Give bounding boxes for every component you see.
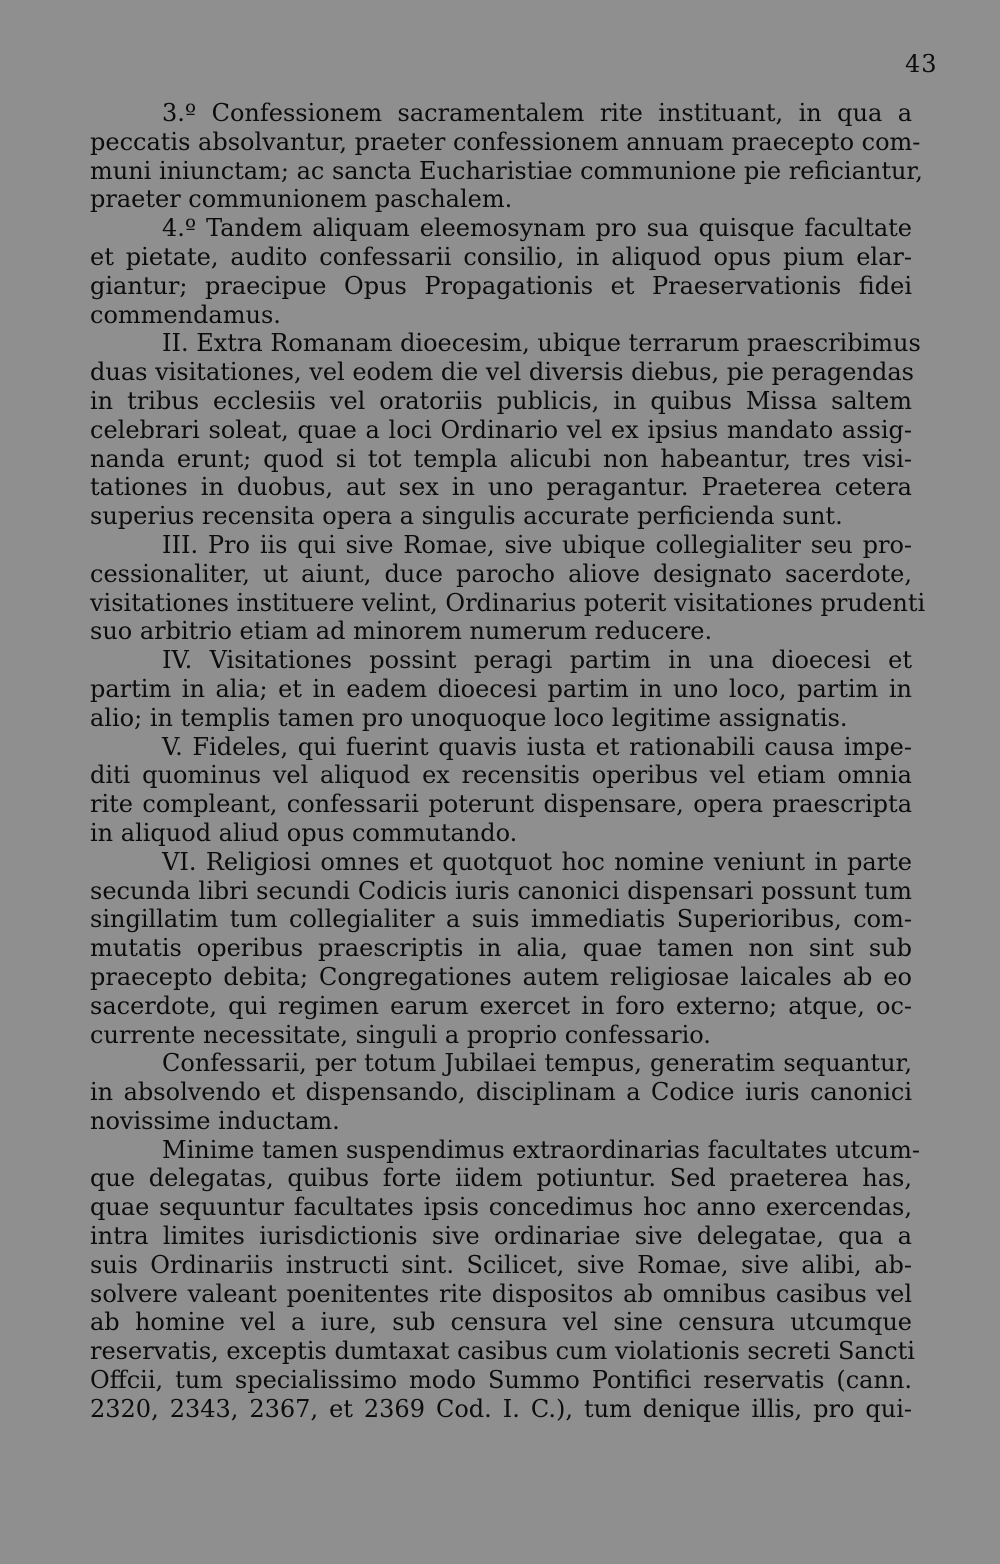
text-line: partim in alia; et in eadem dioecesi partim in uno loco, partim in (90, 674, 912, 703)
text-line: quae sequuntur facultates ipsis concedimus hoc anno exercendas, (90, 1193, 912, 1222)
text-line: diti quominus vel aliquod ex recensitis operibus vel etiam omnia (90, 761, 912, 790)
text-line: Confessarii, per totum Jubilaei tempus, generatim sequantur, (162, 1049, 912, 1078)
text-line: in tribus ecclesiis vel oratoriis publicis, in quibus Missa saltem (90, 386, 912, 415)
text-line: 3.º Confessionem sacramentalem rite instituant, in qua a (162, 99, 912, 127)
text-line: intra limites iurisdictionis sive ordinariae sive delegatae, qua a (90, 1222, 912, 1251)
text-line: currente necessitate, singuli a proprio confessario. (90, 1020, 711, 1049)
text-line: praeter communionem paschalem. (90, 185, 513, 214)
text-line: secunda libri secundi Codicis iuris canonici dispensari possunt tum (90, 876, 912, 905)
text-line: in absolvendo et dispensando, disciplinam a Codice iuris canonici (90, 1078, 912, 1107)
text-line: commendamus. (90, 300, 281, 329)
text-line: III. Pro iis qui sive Romae, sive ubique collegialiter seu pro- (162, 530, 912, 559)
text-line: sacerdote, qui regimen earum exercet in foro externo; atque, oc- (90, 991, 912, 1020)
text-line: rite compleant, confessarii poterunt dispensare, opera praescripta (90, 790, 912, 819)
text-line: singillatim tum collegialiter a suis immediatis Superioribus, com- (90, 905, 912, 934)
text-line: 4.º Tandem aliquam eleemosynam pro sua quisque facultate (162, 214, 912, 243)
text-line: duas visitationes, vel eodem die vel diversis diebus, pie peragendas (90, 358, 914, 387)
text-line: cessionaliter, ut aiunt, duce parocho aliove designato sacerdote, (90, 559, 912, 588)
text-line: alio; in templis tamen pro unoquoque loco legitime assignatis. (90, 703, 848, 732)
text-line: suo arbitrio etiam ad minorem numerum reducere. (90, 617, 713, 646)
text-line: nanda erunt; quod si tot templa alicubi non habeantur, tres visi- (90, 444, 912, 473)
text-line: ab homine vel a iure, sub censura vel sine censura utcumque (90, 1308, 912, 1337)
text-line: V. Fideles, qui fuerint quavis iusta et rationabili causa impe- (162, 732, 912, 761)
text-line: suis Ordinariis instructi sint. Scilicet, sive Romae, sive alibi, ab- (90, 1250, 912, 1279)
text-line: et pietate, audito confessarii consilio, in aliquod opus pium elar- (90, 242, 912, 271)
text-line: 2320, 2343, 2367, et 2369 Cod. I. C.), tum denique illis, pro qui- (90, 1394, 912, 1423)
text-line: reservatis, exceptis dumtaxat casibus cum violationis secreti Sancti (90, 1337, 915, 1366)
text-line: VI. Religiosi omnes et quotquot hoc nomine veniunt in parte (162, 847, 912, 876)
text-line: que delegatas, quibus forte iidem potiuntur. Sed praeterea has, (90, 1164, 912, 1193)
text-line: praecepto debita; Congregationes autem religiosae laicales ab eo (90, 962, 912, 991)
text-line: II. Extra Romanam dioecesim, ubique terrarum praescribimus (162, 329, 921, 358)
text-line: novissime inductam. (90, 1106, 340, 1135)
text-line: in aliquod aliud opus commutando. (90, 818, 518, 847)
body-text (90, 99, 926, 1424)
text-line: IV. Visitationes possint peragi partim in una dioecesi et (162, 646, 912, 675)
text-line: peccatis absolvantur, praeter confessionem annuam praecepto com- (90, 127, 921, 156)
text-line: mutatis operibus praescriptis in alia, quae tamen non sint sub (90, 934, 912, 963)
text-line: visitationes instituere velint, Ordinarius poterit visitationes prudenti (90, 588, 926, 617)
text-line: muni iniunctam; ac sancta Eucharistiae communione pie reficiantur, (90, 156, 923, 185)
text-line: superius recensita opera a singulis accurate perficienda sunt. (90, 502, 843, 531)
text-line: celebrari soleat, quae a loci Ordinario vel ex ipsius mandato assig- (90, 415, 912, 444)
text-line: solvere valeant poenitentes rite dispositos ab omnibus casibus vel (90, 1279, 912, 1308)
text-line: tationes in duobus, aut sex in uno peragantur. Praeterea cetera (90, 473, 912, 502)
page-number: 43 (905, 50, 938, 78)
text-line: Offcii, tum specialissimo modo Summo Pontifici reservatis (cann. (90, 1366, 912, 1395)
text-line: giantur; praecipue Opus Propagationis et Praeservationis fidei (90, 271, 912, 300)
text-line: Minime tamen suspendimus extraordinarias facultates utcum- (162, 1135, 920, 1164)
